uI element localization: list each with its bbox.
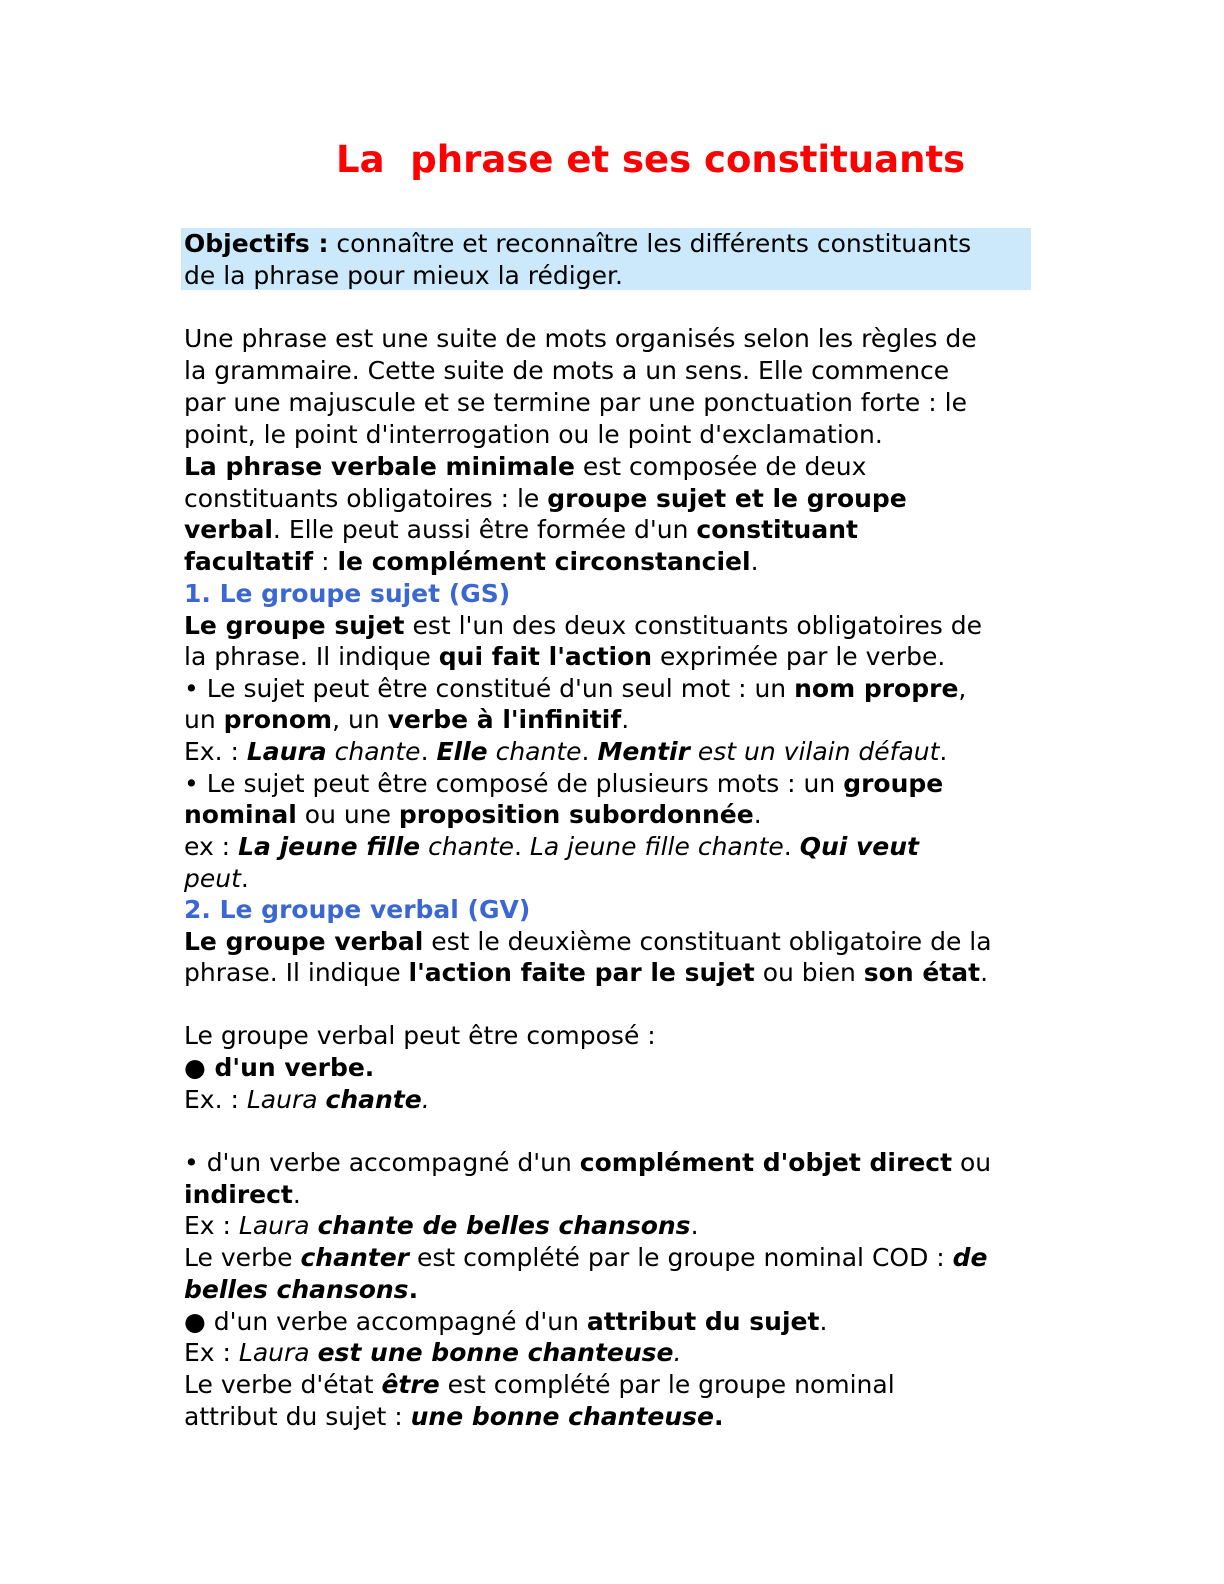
text-segment: ou bien bbox=[754, 958, 864, 987]
text-segment: Laura bbox=[246, 1085, 326, 1114]
text-line bbox=[184, 483, 907, 515]
text-line bbox=[184, 1306, 827, 1338]
text-segment: chanter bbox=[300, 1243, 409, 1272]
text-line bbox=[184, 419, 883, 451]
text-line bbox=[184, 451, 866, 483]
text-segment: proposition subordonnée bbox=[398, 800, 754, 829]
text-segment: point, le point d'interrogation ou le point d'exclamation. bbox=[184, 420, 883, 449]
text-segment: nom propre bbox=[794, 674, 959, 703]
text-line bbox=[184, 1274, 418, 1306]
text-line bbox=[184, 1401, 724, 1433]
text-line bbox=[184, 1020, 656, 1052]
text-line bbox=[184, 1210, 699, 1242]
text-segment: Qui veut bbox=[799, 832, 920, 861]
text-segment: . bbox=[939, 737, 948, 766]
text-segment: Le verbe bbox=[184, 1243, 301, 1272]
text-segment: verbal bbox=[184, 515, 273, 544]
text-line bbox=[184, 704, 629, 736]
text-line bbox=[184, 768, 943, 800]
text-segment: chante bbox=[420, 832, 515, 861]
text-line bbox=[184, 926, 992, 958]
text-line bbox=[184, 1147, 991, 1179]
text-segment: Laura bbox=[238, 1211, 318, 1240]
text-segment: . bbox=[673, 1338, 682, 1367]
text-segment: son état bbox=[863, 958, 981, 987]
text-line bbox=[184, 799, 762, 831]
text-segment: connaître et reconnaître les différents constituants bbox=[328, 229, 972, 258]
text-line bbox=[184, 355, 949, 387]
text-segment: la grammaire. Cette suite de mots a un sens. Elle commence bbox=[184, 356, 950, 385]
text-segment: Ex : bbox=[184, 1211, 239, 1240]
text-segment: de la phrase pour mieux la rédiger. bbox=[184, 261, 623, 290]
text-segment: . Elle peut aussi être formée d'un bbox=[272, 515, 697, 544]
text-segment: ou bbox=[952, 1148, 992, 1177]
text-segment: groupe bbox=[843, 769, 944, 798]
text-segment: Le groupe sujet bbox=[184, 611, 405, 640]
text-segment: indirect bbox=[184, 1180, 293, 1209]
text-line bbox=[184, 863, 249, 895]
text-segment: Ex : bbox=[184, 1338, 239, 1367]
text-line bbox=[184, 323, 977, 355]
text-segment: . bbox=[292, 1180, 301, 1209]
text-segment: attribut du sujet : bbox=[184, 1402, 411, 1431]
text-segment: . bbox=[750, 547, 759, 576]
text-line bbox=[184, 894, 530, 926]
section-heading: 1. Le groupe sujet (GS) bbox=[184, 579, 511, 608]
text-segment: La jeune fille chante bbox=[529, 832, 784, 861]
text-line bbox=[184, 1369, 895, 1401]
text-segment: . bbox=[408, 1275, 419, 1304]
text-line bbox=[184, 673, 966, 705]
text-segment: . bbox=[783, 832, 792, 861]
text-segment: belles chansons bbox=[184, 1275, 409, 1304]
text-segment: . bbox=[819, 1307, 828, 1336]
text-line bbox=[184, 610, 982, 642]
text-segment: Le groupe verbal peut être composé : bbox=[184, 1021, 656, 1050]
page-title: La phrase et ses constituants bbox=[336, 138, 966, 181]
text-segment: complément d'objet direct bbox=[579, 1148, 953, 1177]
text-segment: peut bbox=[184, 864, 241, 893]
text-segment: est complété par le groupe nominal COD : bbox=[409, 1243, 953, 1272]
text-segment: . bbox=[714, 1402, 724, 1431]
text-line bbox=[184, 578, 510, 610]
text-segment: est composée de deux bbox=[574, 452, 867, 481]
text-segment: verbe à l'infinitif bbox=[387, 705, 622, 734]
text-segment: l'action faite par le sujet bbox=[408, 958, 755, 987]
text-line bbox=[184, 1337, 681, 1369]
text-segment: . bbox=[621, 705, 630, 734]
text-segment: ex : bbox=[184, 832, 239, 861]
text-segment: constituant bbox=[696, 515, 858, 544]
text-line bbox=[184, 228, 971, 260]
text-segment: chante bbox=[487, 737, 582, 766]
text-segment: groupe sujet et le groupe bbox=[547, 484, 907, 513]
text-segment: exprimée par le verbe. bbox=[652, 642, 946, 671]
text-line bbox=[184, 641, 945, 673]
text-segment: , bbox=[958, 674, 967, 703]
text-segment: qui fait l'action bbox=[438, 642, 653, 671]
text-line bbox=[184, 831, 919, 863]
text-segment: chante bbox=[325, 1085, 422, 1114]
text-segment: est complété par le groupe nominal bbox=[439, 1370, 895, 1399]
text-segment: . bbox=[421, 1085, 430, 1114]
section-heading: 2. Le groupe verbal (GV) bbox=[184, 895, 531, 924]
text-line bbox=[184, 1084, 430, 1116]
text-line bbox=[184, 514, 858, 546]
text-segment: est l'un des deux constituants obligatoires de bbox=[404, 611, 982, 640]
text-line bbox=[184, 1179, 301, 1211]
text-segment: phrase. Il indique bbox=[184, 958, 409, 987]
text-line bbox=[184, 1242, 988, 1274]
text-segment: . bbox=[240, 864, 249, 893]
text-segment: Elle bbox=[436, 737, 488, 766]
text-segment: . bbox=[690, 1211, 699, 1240]
text-segment: : bbox=[313, 547, 338, 576]
text-segment: une bonne chanteuse bbox=[410, 1402, 714, 1431]
text-segment: ● d'un verbe accompagné d'un bbox=[184, 1307, 587, 1336]
text-segment: constituants obligatoires : le bbox=[184, 484, 548, 513]
text-segment: Laura bbox=[246, 737, 327, 766]
text-segment: Le verbe d'état bbox=[184, 1370, 382, 1399]
text-segment: Le groupe verbal bbox=[184, 927, 424, 956]
text-segment: ou une bbox=[296, 800, 399, 829]
text-segment: attribut du sujet bbox=[586, 1307, 820, 1336]
text-segment: la phrase. Il indique bbox=[184, 642, 439, 671]
text-segment: . bbox=[753, 800, 762, 829]
text-line bbox=[184, 1052, 374, 1084]
text-segment: Mentir bbox=[597, 737, 690, 766]
text-segment: est le deuxième constituant obligatoire de la bbox=[423, 927, 992, 956]
text-segment: chante de belles chansons bbox=[317, 1211, 691, 1240]
text-segment: Une phrase est une suite de mots organisés selon les règles de bbox=[184, 324, 977, 353]
text-segment: . bbox=[581, 737, 590, 766]
text-line bbox=[184, 736, 947, 768]
text-segment: pronom bbox=[223, 705, 333, 734]
text-segment bbox=[522, 832, 530, 861]
text-segment: par une majuscule et se termine par une ponctuation forte : le bbox=[184, 388, 967, 417]
text-segment: nominal bbox=[184, 800, 297, 829]
text-segment: Ex. : bbox=[184, 737, 247, 766]
text-segment bbox=[792, 832, 800, 861]
text-segment: est une bonne chanteuse bbox=[317, 1338, 674, 1367]
text-segment: , un bbox=[332, 705, 388, 734]
text-segment: ● d'un verbe. bbox=[184, 1053, 375, 1082]
text-segment: . bbox=[514, 832, 522, 861]
text-segment: La jeune fille bbox=[238, 832, 421, 861]
text-segment: • d'un verbe accompagné d'un bbox=[184, 1148, 580, 1177]
text-segment: de bbox=[952, 1243, 988, 1272]
text-segment: Objectifs : bbox=[184, 229, 329, 258]
text-segment: est un vilain défaut bbox=[689, 737, 940, 766]
text-segment: . bbox=[420, 737, 429, 766]
text-segment: le complément circonstanciel bbox=[337, 547, 751, 576]
text-line bbox=[184, 260, 623, 292]
text-segment: . bbox=[980, 958, 989, 987]
text-segment: chante bbox=[326, 737, 421, 766]
text-segment: facultatif bbox=[184, 547, 314, 576]
text-segment: Laura bbox=[238, 1338, 318, 1367]
text-segment: • Le sujet peut être composé de plusieurs mots : un bbox=[184, 769, 844, 798]
text-line bbox=[184, 957, 988, 989]
text-segment: • Le sujet peut être constitué d'un seul mot : un bbox=[184, 674, 795, 703]
text-segment: Ex. : bbox=[184, 1085, 247, 1114]
text-segment: La phrase verbale minimale bbox=[184, 452, 575, 481]
text-line bbox=[184, 387, 967, 419]
text-segment: un bbox=[184, 705, 224, 734]
text-line bbox=[184, 546, 759, 578]
text-segment: être bbox=[381, 1370, 440, 1399]
